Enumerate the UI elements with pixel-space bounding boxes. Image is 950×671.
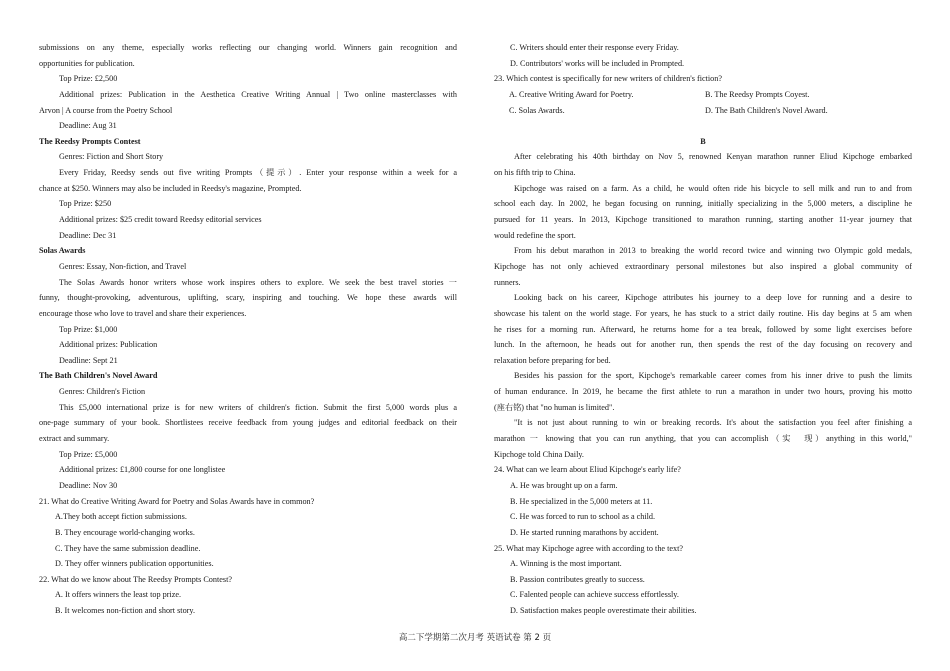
question-21: 21. What do Creative Writing Award for Poetry and Solas Awards have in common?	[39, 496, 315, 506]
option-23-b: B. The Reedsy Prompts Coyest.	[705, 89, 810, 99]
blank-line	[494, 118, 912, 134]
option-21-d: D. They offer winners publication opportunities.	[55, 559, 214, 569]
text-line: submissions on any theme, especially works reflecting our changing world. Winners gain recognition and	[39, 43, 457, 52]
description-line: chance at $250. Winners may also be included in Reedsy's magazine, Prompted.	[39, 183, 302, 193]
passage-line: Kipchoge was raised on a farm. As a child, he would often ride his bicycle to sell milk and run to and from	[514, 183, 912, 193]
deadline: Deadline: Nov 30	[59, 480, 118, 490]
additional-prizes: Additional prizes: Publication in the Aesthetica Creative Writing Annual | Two online masterclasses with	[59, 89, 457, 99]
description-line: extract and summary.	[39, 434, 110, 444]
passage-line: (座右铭) that "no human is limited".	[494, 402, 615, 412]
genres: Genres: Fiction and Short Story	[59, 152, 164, 162]
question-23: 23. Which contest is specifically for new writers of children's fiction?	[494, 74, 723, 84]
description-line: The Solas Awards honor writers whose work inspires others to explore. We seek the best travel stories 一	[59, 277, 457, 287]
passage-line: on his fifth trip to China.	[494, 168, 576, 178]
description-line: encourage those who love to travel and share their experiences.	[39, 308, 247, 318]
option-24-a: A. He was brought up on a farm.	[510, 480, 618, 490]
question-24: 24. What can we learn about Eliud Kipchoge's early life?	[494, 465, 681, 475]
top-prize: Top Prize: $250	[59, 199, 112, 209]
passage-line: runners.	[494, 277, 521, 287]
top-prize: Top Prize: £2,500	[59, 74, 118, 84]
option-23-a: A. Creative Writing Award for Poetry.	[509, 89, 634, 99]
contest-title: Solas Awards	[39, 246, 86, 256]
passage-line: of human endurance. In 2019, he became the first athlete to run a marathon in under two hours, proving his motto	[494, 387, 912, 397]
passage-line: From his debut marathon in 2013 to breaking the world record twice and winning two Olympic gold medals,	[514, 246, 912, 256]
option-24-b: B. He specialized in the 5,000 meters at 11.	[510, 496, 653, 506]
passage-line: Kipchoge told China Daily.	[494, 449, 584, 459]
option-23-d: D. The Bath Children's Novel Award.	[705, 105, 828, 115]
option-21-b: B. They encourage world-changing works.	[55, 527, 195, 537]
passage-line: school each day. In 2002, he began focusing on running, initially specializing in the 5,000 meters, a discipline he	[494, 199, 912, 209]
option-24-d: D. He started running marathons by accident.	[510, 527, 659, 537]
option-22-c: C. Writers should enter their response every Friday.	[510, 43, 679, 52]
passage-line: "It is not just about running to win or breaking records. It's about the satisfaction you feel after finishing a	[514, 418, 912, 428]
option-21-c: C. They have the same submission deadline.	[55, 543, 201, 553]
option-25-d: D. Satisfaction makes people overestimate their abilities.	[510, 606, 697, 616]
passage-line: would redefine the sport.	[494, 230, 576, 240]
description-line: funny, thought-provoking, adventurous, uplifting, scary, inspiring and touching. We hope these awards will	[39, 293, 457, 303]
top-prize: Top Prize: £5,000	[59, 449, 118, 459]
top-prize: Top Prize: $1,000	[59, 324, 118, 334]
description-line: This £5,000 international prize is for new writers of children's fiction. Submit the first 5,000 words plus a	[59, 402, 457, 412]
passage-line: pursued for 11 years. In 2013, Kipchoge transitioned to marathon running, starting another 11-year journey that	[494, 215, 912, 225]
options-23-row-1	[494, 87, 912, 103]
additional-prizes: Additional prizes: £1,800 course for one longlistee	[59, 465, 226, 475]
section-heading: B	[700, 136, 706, 146]
right-column	[494, 40, 912, 619]
option-25-b: B. Passion contributes greatly to success.	[510, 574, 645, 584]
description-line: one-page summary of your book. Shortlistees receive feedback from young judges and editorial feedback on their	[39, 418, 457, 428]
option-21-a: A.They both accept fiction submissions.	[55, 512, 187, 522]
text-line: Arvon | A course from the Poetry School	[39, 105, 173, 115]
option-22-a: A. It offers winners the least top prize.	[55, 590, 182, 600]
genres: Genres: Essay, Non-fiction, and Travel	[59, 261, 187, 271]
option-24-c: C. He was forced to run to school as a child.	[510, 512, 656, 522]
deadline: Deadline: Aug 31	[59, 121, 117, 131]
passage-line: Besides his passion for the sport, Kipchoge's remarkable career comes from his inner drive to push the limits	[514, 371, 912, 381]
option-22-b: B. It welcomes non-fiction and short story.	[55, 606, 195, 616]
option-23-c: C. Solas Awards.	[509, 105, 565, 115]
page-footer: 高二下学期第二次月考 英语试卷 第 2 页	[398, 633, 552, 643]
additional-prizes: Additional prizes: Publication	[59, 340, 158, 350]
options-23-row-2	[494, 103, 912, 119]
description-line: Every Friday, Reedsy sends out five writing Prompts（提示）. Enter your response within a week for a	[59, 168, 457, 178]
question-25: 25. What may Kipchoge agree with according to the text?	[494, 543, 684, 553]
option-25-c: C. Falented people can achieve success effortlessly.	[510, 590, 679, 600]
deadline: Deadline: Dec 31	[59, 230, 117, 240]
option-25-a: A. Winning is the most important.	[510, 559, 622, 569]
passage-line: Kipchoge has not only achieved extraordinary personal milestones but also inspired a global community of	[494, 261, 912, 271]
contest-title: The Bath Children's Novel Award	[39, 371, 158, 381]
left-column	[39, 40, 457, 619]
contest-title: The Reedsy Prompts Contest	[39, 136, 141, 146]
passage-line: showcase his talent on the world stage. For years, he has stuck to a strict daily routine. His day begins at 5 am when	[494, 308, 912, 318]
passage-line: lunch. In the afternoon, he heads out for another run, then spends the rest of the day focusing on recovery and	[494, 340, 912, 350]
deadline: Deadline: Sept 21	[59, 355, 118, 365]
additional-prizes: Additional prizes: $25 credit toward Reedsy editorial services	[59, 215, 262, 225]
passage-line: Looking back on his career, Kipchoge attributes his journey to a deep love for running and a desire to	[514, 293, 912, 303]
option-22-d: D. Contributors' works will be included in Prompted.	[510, 58, 685, 68]
question-22: 22. What do we know about The Reedsy Prompts Contest?	[39, 574, 232, 584]
text-line: opportunities for publication.	[39, 58, 135, 68]
genres: Genres: Children's Fiction	[59, 387, 146, 397]
passage-line: relaxation before preparing for bed.	[494, 355, 611, 365]
passage-line: marathon 一 knowing that you can run anything, that you can accomplish（实 现）anything in this world,"	[494, 434, 912, 444]
passage-line: After celebrating his 40th birthday on Nov 5, renowned Kenyan marathon runner Eliud Kipchoge embarked	[514, 152, 912, 162]
passage-line: he rises for a morning run. Afterward, he returns home for a tea break, followed by some light exercises before	[494, 324, 912, 334]
